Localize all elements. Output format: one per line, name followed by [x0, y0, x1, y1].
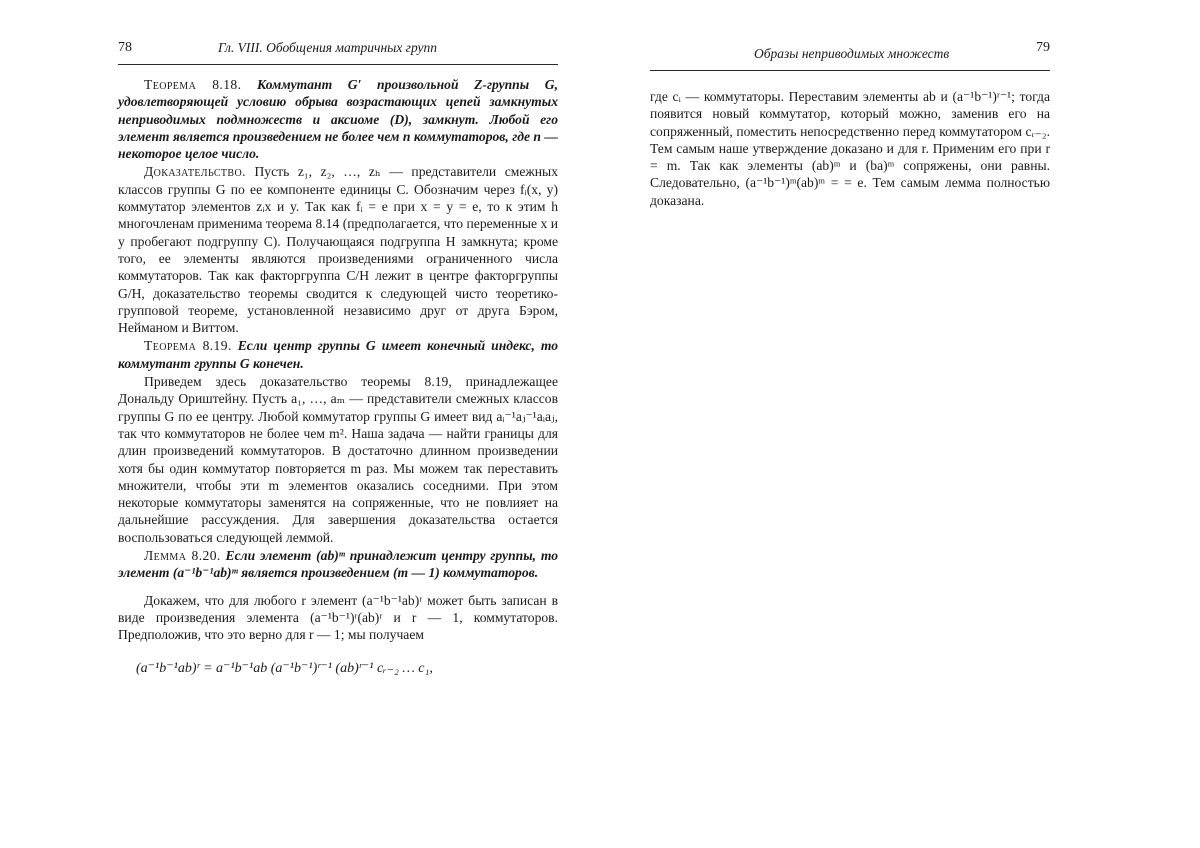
running-head	[650, 40, 1050, 61]
proof-text: Пусть z₁, z₂, …, zₕ — представители смежных классов группы G по ее компоненте единицы C. Обозначим через fᵢ(x, y) коммутатор элементов zᵢx и y. Так как fᵢ = e при x = y = e, то к этим h многочленам применима теорема 8.14 (предполагается, что переменные x и y пробегают подгруппу C). Получающаяся подгруппа H замкнута; кроме того, ее элементы являются произведениями ограниченного числа коммутаторов. Так как факторгруппа C/H лежит в центре факторгруппы G/H, доказательство теоремы сводится к следующей чисто теоретико-групповой теореме, установленной независимо друг от друга Бэром, Нейманом и Виттом.	[118, 164, 558, 336]
lemma-label: Лемма 8.20.	[144, 548, 221, 564]
proof-label: Доказательство.	[144, 164, 246, 180]
theorem-statement: Коммутант G′ произвольной Z-группы G, удовлетворяющей условию обрыва возрастающих цепей замкнутых неприводимых подмножеств и аксиоме (D), замкнут. Любой его элемент является произведением не более чем n коммутаторов, где n — некоторое целое число.	[118, 77, 558, 162]
theorem-8-18	[118, 76, 558, 162]
theorem-statement: Если центр группы G имеет конечный индекс, то коммутант группы G конечен.	[118, 338, 559, 371]
lemma-proof: Докажем, что для любого r элемент (a⁻¹b⁻¹ab)ʳ может быть записан в виде произведения элемента (a⁻¹b⁻¹)ʳ(ab)ʳ и r — 1, коммутаторов. Предположив, что это верно для r — 1; мы получаем	[118, 592, 558, 643]
display-formula: (a⁻¹b⁻¹ab)ʳ = a⁻¹b⁻¹ab (a⁻¹b⁻¹)ʳ⁻¹ (ab)ʳ⁻¹ cᵣ₋₂ … c₁,	[136, 660, 433, 676]
continuation-paragraph: где cᵢ — коммутаторы. Переставим элементы ab и (a⁻¹b⁻¹)ʳ⁻¹; тогда появится новый коммутатор, который можно, заменив его на сопряженный, поместить непосредственно перед коммутатором cᵣ₋₂. Тем самым наше утверждение доказано и для r. Применим его при r = m. Так как элементы (ab)ᵐ и (ba)ᵐ сопряжены, они равны. Следовательно, (a⁻¹b⁻¹)ᵐ(ab)ᵐ = = e. Тем самым лемма полностью доказана.	[650, 89, 1050, 208]
page-number: 79	[1036, 40, 1050, 55]
lemma-8-20	[118, 547, 558, 582]
proof-paragraph	[118, 163, 558, 336]
running-title: Образы неприводимых множеств	[754, 46, 950, 61]
running-head	[118, 40, 558, 58]
theorem-8-19	[118, 337, 558, 372]
theorem-8-19-proof: Приведем здесь доказательство теоремы 8.19, принадлежащее Дональду Ориштейну. Пусть a₁, …, aₘ — представители смежных классов группы G по ее центру. Любой коммутатор группы G имеет вид aᵢ⁻¹aⱼ⁻¹aᵢaⱼ, так что коммутаторов не более чем m². Наша задача — найти границы для длин произведений коммутаторов. В достаточно длинном произведении хотя бы один коммутатор повторяется m раз. Мы можем так переставить множители, чтобы эти m элементов оказались соседними. При этом некоторые коммутаторы заменятся на сопряженные, что не повлияет на дальнейшие рассуждения. Для завершения доказательства остается воспользоваться следующей леммой.	[118, 374, 558, 545]
header-rule	[118, 64, 558, 65]
theorem-label: Теорема 8.19.	[144, 338, 232, 354]
right-page	[650, 0, 1050, 848]
running-title: Гл. VIII. Обобщения матричных групп	[218, 40, 438, 55]
page-body	[650, 88, 1050, 209]
header-rule	[650, 70, 1050, 71]
left-page	[118, 0, 558, 848]
theorem-label: Теорема 8.18.	[144, 77, 242, 92]
page-body	[118, 76, 558, 677]
page-number: 78	[118, 40, 132, 55]
lemma-statement: Если элемент (ab)ᵐ принадлежит центру группы, то элемент (a⁻¹b⁻¹ab)ᵐ является произведением (m — 1) коммутаторов.	[118, 548, 559, 581]
